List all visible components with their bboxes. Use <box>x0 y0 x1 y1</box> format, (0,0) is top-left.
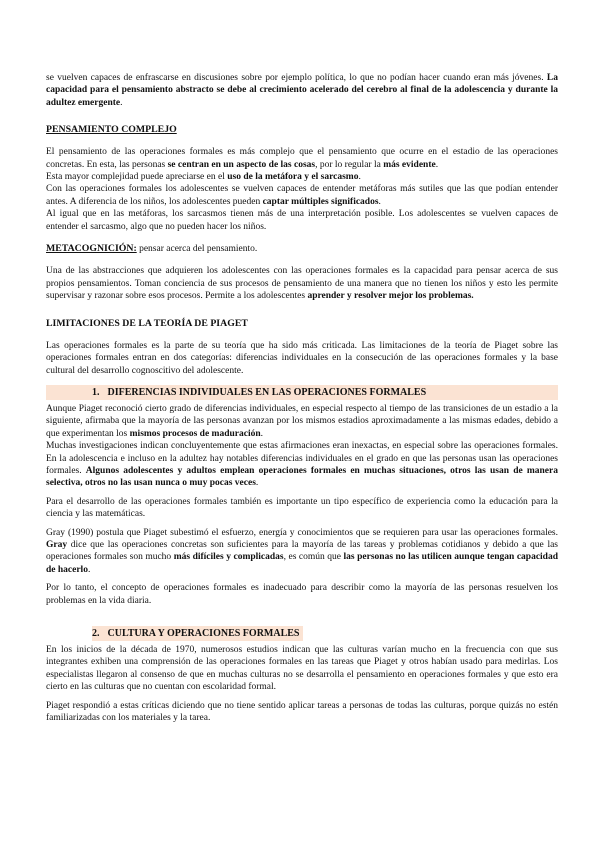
paragraph-gray: Gray (1990) postula que Piaget subestimó el esfuerzo, energía y conocimientos que se requieren para usar las operaciones formales. Gray dice que las operaciones concretas son suficientes para la mayoría de las tareas y problemas cotidianos y debido a que las operaciones formales son mucho más difíciles y complicadas, es común que las personas no las utilicen aunque tengan capacidad de hacerlo. <box>46 527 559 575</box>
paragraph-sarcasm: Al igual que en las metáforas, los sarcasmos tienen más de una interpretación posible. Los adolescentes se vuelven capaces de entender el sarcasmo, algo que no pueden hacer los niños. <box>46 209 558 232</box>
paragraph-complex-thinking: El pensamiento de las operaciones formales es más complejo que el pensamiento que ocurre en el estadio de las operaciones concretas. En esta, las personas se centran en un aspecto de las cosas, por lo regular la más evidente. <box>46 147 558 170</box>
paragraph-conclusion: Por lo tanto, el concepto de operaciones formales es inadecuado para describir como la mayoría de las personas resuelven los problemas en la vida diaria. <box>46 583 558 606</box>
paragraph-piaget-stages: Aunque Piaget reconoció cierto grado de diferencias individuales, en especial respecto al tiempo de las transiciones de un estadio a la siguiente, afirmaba que la mayoría de las personas avanzan por los mismos estadios aproximadamente a las mismas edades, debido a que experimentan los mismos procesos de maduración. <box>46 403 558 439</box>
paragraph-metacognition: Una de las abstracciones que adquieren los adolescentes con las operaciones formales es la capacidad para pensar acerca de sus propios pensamientos. Toman conciencia de sus procesos de pensamiento de una manera que no tienen los niños y esto les permite supervisar y razonar sobre esos procesos. Permite a los adolescentes aprender y resolver mejor los problemas. <box>46 266 558 302</box>
bold-phrase: La capacidad para el pensamiento abstracto se debe al crecimiento acelerado del cerebro al final de la adolescencia y durante la adultez emergente <box>46 73 558 108</box>
section-1-heading: 1. DIFERENCIAS INDIVIDUALES EN LAS OPERACIONES FORMALES <box>46 385 558 400</box>
section-2-heading: 2. CULTURA Y OPERACIONES FORMALES <box>46 623 558 641</box>
paragraph-metaphor-sarcasm: Esta mayor complejidad puede apreciarse en el uso de la metáfora y el sarcasmo. <box>46 172 361 183</box>
paragraph-research: Muchas investigaciones indican concluyentemente que estas afirmaciones eran inexactas, en especial sobre las operaciones formales. En la adolescencia e incluso en la adultez hay notables diferencias individuales en el grado en que las personas usan las operaciones formales. Algunos adolescentes y adultos emplean operaciones formales en muchas situaciones, otros las usan de manera selectiva, otros no las usan nunca o muy pocas veces. <box>46 441 558 489</box>
paragraph-metaphors: Con las operaciones formales los adolescentes se vuelven capaces de entender metáforas más sutiles que las que podían entender antes. A diferencia de los niños, los adolescentes pueden captar múltiples significados. <box>46 184 558 207</box>
paragraph-culture: En los inicios de la década de 1970, numerosos estudios indican que las culturas varían mucho en la frecuencia con que sus integrantes exhiben una comprensión de las operaciones formales en las tareas que Piaget y otros habían usado para medirlas. Los especialistas llegaron al consenso de que en muchas culturas no se desarrolla el pensamiento en operaciones formales y que esto era cierto en las culturas que no cuentan con escolaridad formal. <box>46 645 558 693</box>
metacognition-line: METACOGNICIÓN: pensar acerca del pensamiento. <box>46 243 258 255</box>
paragraph-education: Para el desarrollo de las operaciones formales también es importante un tipo específico de experiencia como la educación para la ciencia y las matemáticas. <box>46 496 558 520</box>
heading-pensamiento-complejo: PENSAMIENTO COMPLEJO <box>46 124 177 136</box>
paragraph-piaget-response: Piaget respondió a estas críticas diciendo que no tiene sentido aplicar tareas a personas de todas las culturas, porque quizás no estén familiarizadas con los materiales y la tarea. <box>46 700 558 724</box>
paragraph-abstract-thinking: se vuelven capaces de enfrascarse en discusiones sobre por ejemplo política, lo que no podían hacer cuando eran más jóvenes. La capacidad para el pensamiento abstracto se debe al crecimiento acelerado del cerebro al final de la adolescencia y durante la adultez emergente. <box>46 73 558 108</box>
heading-metacognicion: METACOGNICIÓN: <box>46 243 137 255</box>
paragraph-limitations: Las operaciones formales es la parte de su teoría que ha sido más criticada. Las limitaciones de la teoría de Piaget sobre las operaciones formales entran en dos categorías: diferencias individuales en la consecución de las operaciones formales y la base cultural del desarrollo cognoscitivo del adolescente. <box>46 340 558 376</box>
heading-limitaciones: LIMITACIONES DE LA TEORÍA DE PIAGET <box>46 317 248 329</box>
document-page <box>46 72 558 724</box>
